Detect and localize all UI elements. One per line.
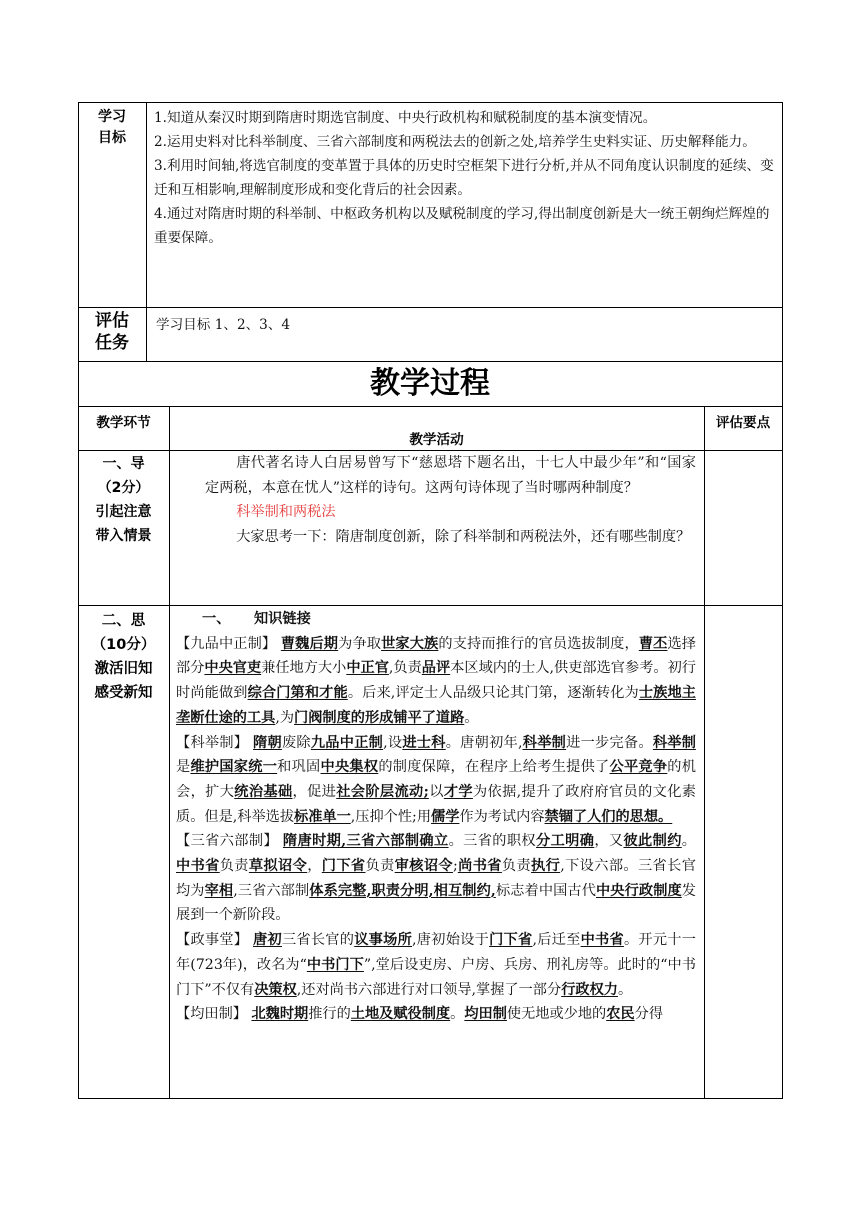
text-run: 【政事堂】 [176,932,254,949]
text-run: 的机会，扩大 [176,759,696,800]
text-run: 为争取 [338,635,382,652]
text-run: 作为考试内容 [459,808,545,825]
assessment-label: 评估 任务 [95,311,129,353]
section1-answer: 科举制和两税法 [236,504,336,521]
section2-heading-number: 一、 [202,611,231,627]
text-run: ; [452,858,458,875]
text-run: 【三省六部制】 [176,833,283,850]
key-term: 禁锢了人们的思想。 [544,808,673,825]
header-segment: 教学环节 [96,415,151,431]
key-term: 中书省 [176,858,220,875]
key-term: 尚书省 [457,858,502,875]
key-term: 品评 [421,660,451,677]
key-term: 土地及赋役制度 [350,1006,451,1023]
text-run: 进一步完备。 [566,734,653,751]
text-run: 。 [681,833,696,850]
key-term: 中书门下 [306,956,364,973]
key-term: 进士科 [402,734,446,751]
text-run: 负责 [365,858,395,875]
text-run: 。后来,评定士人品级只论其门第，逐渐转化为 [347,685,639,702]
key-term: 草拟诏令 [248,858,308,875]
text-run: 。 [450,1006,465,1023]
text-run: ,负责 [388,660,422,677]
text-run: ,后迁至 [532,932,581,949]
text-run: 使无地或少地的 [506,1006,607,1023]
key-term: 行政权力 [561,981,618,998]
text-run: 。 [464,709,479,726]
key-term: 均田制 [464,1006,507,1023]
text-run: 三省长官的 [281,932,355,949]
key-term: 中正官 [346,660,389,677]
key-term: 九品中正制 [310,734,384,751]
key-term: 才学 [443,783,473,800]
key-term: 科举制 [522,734,567,751]
section2-content [176,607,696,1027]
text-run: 负责 [219,858,249,875]
key-term: 执行 [531,858,561,875]
knowledge-paragraph [176,731,696,830]
text-run: 。 [617,981,633,998]
key-term: 统治基础 [234,783,293,800]
section1-label: 一、导 （2分） 引起注意 带入情景 [95,456,152,544]
key-term: 分工明确 [536,833,595,850]
key-term: 唐初 [253,932,282,949]
text-run: 是 [176,759,191,776]
key-term: 社会阶层流动; [336,783,429,800]
header-points: 评估要点 [715,415,771,431]
key-term: 宰相 [204,882,234,899]
text-run: 分得 [634,1006,664,1023]
key-term: 中书省 [580,932,624,949]
key-term: 门阀制度的形成铺平了道路 [294,709,465,726]
text-run: ,设 [383,734,403,751]
section2-heading-text: 知识链接 [254,611,311,627]
key-term: 体系完整,职责分明,相互制约, [309,882,496,899]
key-term: 农民 [606,1006,635,1023]
text-run: 废除 [281,734,311,751]
text-run: 。开元十一年(723年)，改名为“ [176,932,696,973]
section2-label: 二、思 （10分） 激活旧知 感受新知 [91,613,156,701]
key-term: 决策权 [254,981,297,998]
text-run: ,压抑个性;用 [350,808,432,825]
assessment-value: 学习目标 1、2、3、4 [156,317,291,333]
key-term: 隋朝 [253,734,282,751]
text-run: ,下设六部。三省长官均为 [176,858,696,899]
text-run: ”,堂后设吏房、户房、兵房、刑礼房等。此时的“中书门下”不仅有 [176,956,696,998]
text-run: ， [307,858,322,875]
key-term: 世家大族 [381,635,439,652]
text-run: 标志着中国古代 [495,882,597,899]
key-term: 综合门第和才能 [247,685,348,702]
key-term: 隋唐时期,三省六部制确立 [282,833,449,850]
key-term: 儒学 [431,808,460,825]
text-run: 【九品中正制】 [176,635,281,652]
text-run: 。三省的职权 [448,833,537,850]
text-run: 发展到一个新阶段。 [176,882,696,924]
text-run: 选择部分 [176,635,696,677]
text-run: ,为 [275,709,295,726]
key-term: 中央集权 [320,759,379,776]
objectives-list [154,106,776,250]
text-run: 兼任地方大小 [261,660,347,677]
key-term: 维护国家统一 [190,759,278,776]
key-term: 中央官吏 [204,660,262,677]
objective-item: 1.知道从秦汉时期到隋唐时期选官制度、中央行政机构和赋税制度的基本演变情况。 [154,110,657,126]
objective-item: 2.运用史料对比科举制度、三省六部制度和两税法去的创新之处,培养学生史料实证、历史解释能力。 [154,134,756,150]
objectives-label: 学习 目标 [98,109,126,146]
key-term: 北魏时期 [251,1006,309,1023]
text-run: ,唐初始设于 [412,932,490,949]
section1-content [205,451,696,550]
key-term: 门下省 [489,932,533,949]
text-run: 的支持而推行的官员选拔制度， [438,635,639,652]
text-run: 的制度保障，在程序上给考生提供了 [378,759,610,776]
knowledge-paragraph [176,829,696,928]
objective-item: 3.利用时间轴,将选官制度的变革置于具体的历史时空框架下进行分析,并从不同角度认识制度的延续、变迁和互相影响,理解制度形成和变化背后的社会因素。 [154,158,774,198]
text-run: ,还对尚书六部进行对口领导,掌握了一部分 [296,981,562,998]
key-term: 审核诏令 [394,858,453,875]
key-term: 中央行政制度 [596,882,682,899]
key-term: 公平竞争 [609,759,668,776]
section1-prompt: 大家思考一下：隋唐制度创新，除了科举制和两税法外，还有哪些制度？ [236,529,691,546]
text-run: ,三省六部制 [233,882,310,899]
text-run: 本区域内的士人,供吏部选官参考。初行时尚能做到 [176,660,696,702]
text-run: 。唐朝初年, [445,734,523,751]
knowledge-paragraph [176,1002,696,1027]
text-run: ，又 [594,833,624,850]
text-run: 以 [428,783,444,800]
section1-question: 唐代著名诗人白居易曾写下“慈恩塔下题名出，十七人中最少年”和“国家定两税，本意在忧人”这样的诗句。这两句诗体现了当时哪两种制度？ [205,455,696,496]
text-run: 【均田制】 [176,1006,252,1023]
knowledge-paragraph [176,928,696,1002]
key-term: 士族地主垄断仕途的工具 [176,685,696,726]
key-term: 议事场所 [354,932,413,949]
knowledge-paragraphs [176,632,696,1027]
key-term: 曹魏后期 [280,635,339,652]
text-run: 推行的 [308,1006,351,1023]
section2-heading [176,607,696,632]
key-term: 门下省 [321,858,366,875]
key-term: 科举制 [652,734,696,751]
text-run: 【科举制】 [176,734,254,751]
objective-item: 4.通过对隋唐时期的科举制、中枢政务机构以及赋税制度的学习,得出制度创新是大一统王朝绚烂辉煌的重要保障。 [154,206,770,246]
text-run: 为依据,提升了政府府官员的文化素质。但是,科举选拔 [176,783,696,825]
text-run: ，促进 [292,783,337,800]
text-run: 负责 [501,858,532,875]
key-term: 曹丕 [638,635,668,652]
key-term: 标准单一 [294,808,351,825]
text-run: 和巩固 [277,759,321,776]
process-title: 教学过程 [370,366,490,401]
knowledge-paragraph [176,632,696,731]
key-term: 彼此制约 [623,833,682,850]
header-activity: 教学活动 [409,432,464,448]
